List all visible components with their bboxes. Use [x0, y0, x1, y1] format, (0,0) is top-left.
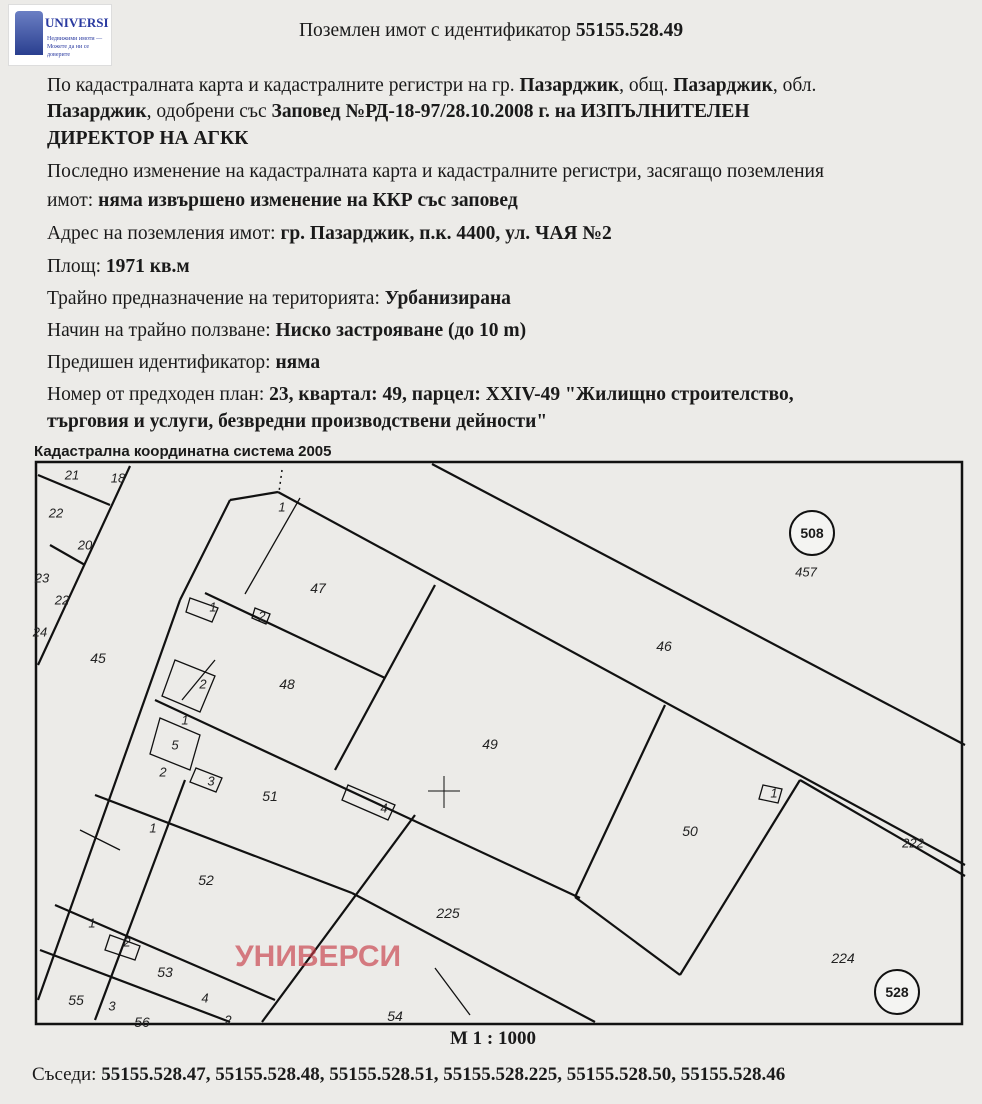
parcel-label: 47 [310, 580, 326, 596]
parcel-label: 1 [770, 785, 778, 801]
purpose: Трайно предназначение на територията: Урбанизирана [47, 288, 511, 309]
parcel-label: 4 [201, 990, 209, 1006]
parcel-label: 52 [198, 872, 214, 888]
parcel-label: 1 [209, 599, 217, 615]
usage: Начин на трайно ползване: Ниско застрояване (до 10 m) [47, 320, 527, 341]
previous-plan: Номер от предходен план: 23, квартал: 49, парцел: XXIV-49 "Жилищно строителство, [47, 384, 794, 405]
parcel-label: 24 [32, 624, 48, 640]
parcel-label: 49 [482, 736, 498, 752]
parcel-label: 53 [157, 964, 173, 980]
parcel-label: 5 [171, 737, 179, 753]
parcel-label: 50 [682, 823, 698, 839]
previous-plan-cont: търговия и услуги, безвредни производствени дейности" [47, 411, 548, 432]
neighbors: Съседи: 55155.528.47, 55155.528.48, 55155.528.51, 55155.528.225, 55155.528.50, 55155.528.46 [32, 1064, 786, 1085]
parcel-label: 48 [279, 676, 295, 692]
parcel-label: 22 [54, 592, 70, 608]
parcel-label: 2 [199, 676, 207, 692]
parcel-label: 45 [90, 650, 106, 666]
parcel-label: 3 [108, 998, 116, 1014]
logo-name: UNIVERSI [45, 15, 109, 30]
block-number-508: 508 [789, 510, 835, 556]
address: Адрес на поземления имот: гр. Пазарджик, п.к. 4400, ул. ЧАЯ №2 [47, 223, 612, 244]
parcel-label: 224 [831, 950, 855, 966]
parcel-label: 2 [123, 934, 131, 950]
parcel-label: 46 [656, 638, 672, 654]
area: Площ: 1971 кв.м [47, 256, 190, 277]
parcel-label: 457 [795, 564, 817, 580]
block-number-528: 528 [874, 969, 920, 1015]
parcel-label: 3 [207, 773, 215, 789]
watermark: УНИВЕРСИ [235, 940, 402, 973]
last-change-line: Последно изменение на кадастралната карта и кадастралните регистри, засягащо поземления [47, 161, 824, 182]
map-scale: М 1 : 1000 [450, 1028, 537, 1049]
parcel-label: 1 [181, 712, 189, 728]
parcel-label: 2 [159, 764, 167, 780]
parcel-label: 54 [387, 1008, 403, 1024]
parcel-label: 56 [134, 1014, 150, 1030]
parcel-label: 20 [77, 537, 93, 553]
cadastre-line-1: По кадастралната карта и кадастралните регистри на гр. Пазарджик, общ. Пазарджик, обл. [47, 75, 817, 96]
parcel-label: 21 [64, 467, 80, 483]
parcel-label: 55 [68, 992, 84, 1008]
dotted-line [279, 470, 282, 492]
parcel-label: 4 [380, 800, 388, 816]
title-prefix: Поземлен имот с идентификатор [298, 20, 571, 41]
property-identifier: 55155.528.49 [575, 20, 684, 41]
parcel-label: 23 [34, 570, 50, 586]
coordinate-system-label: Кадастрална координатна система 2005 [34, 443, 332, 460]
parcel-label: 225 [436, 905, 460, 921]
parcel-label: 51 [262, 788, 278, 804]
parcel-label: 1 [278, 499, 286, 515]
logo-subtitle: Недвижими имоти — Можете да ни се доверите [47, 36, 103, 58]
previous-identifier: Предишен идентификатор: няма [47, 352, 321, 373]
parcel-label: 1 [88, 915, 96, 931]
last-change-value: имот: няма извършено изменение на ККР със заповед [47, 190, 518, 211]
cadastre-line-2: Пазарджик, одобрени със Заповед №РД-18-97/28.10.2008 г. на ИЗПЪЛНИТЕЛЕН [47, 101, 750, 122]
parcel-label: 1 [149, 820, 157, 836]
parcel-label: 222 [902, 835, 924, 851]
parcel-label: 18 [110, 470, 126, 486]
parcel-label: 22 [48, 505, 64, 521]
cadastre-line-3: ДИРЕКТОР НА АГКК [47, 128, 249, 149]
parcel-label: 2 [258, 608, 266, 624]
parcel-label: 2 [224, 1012, 232, 1028]
